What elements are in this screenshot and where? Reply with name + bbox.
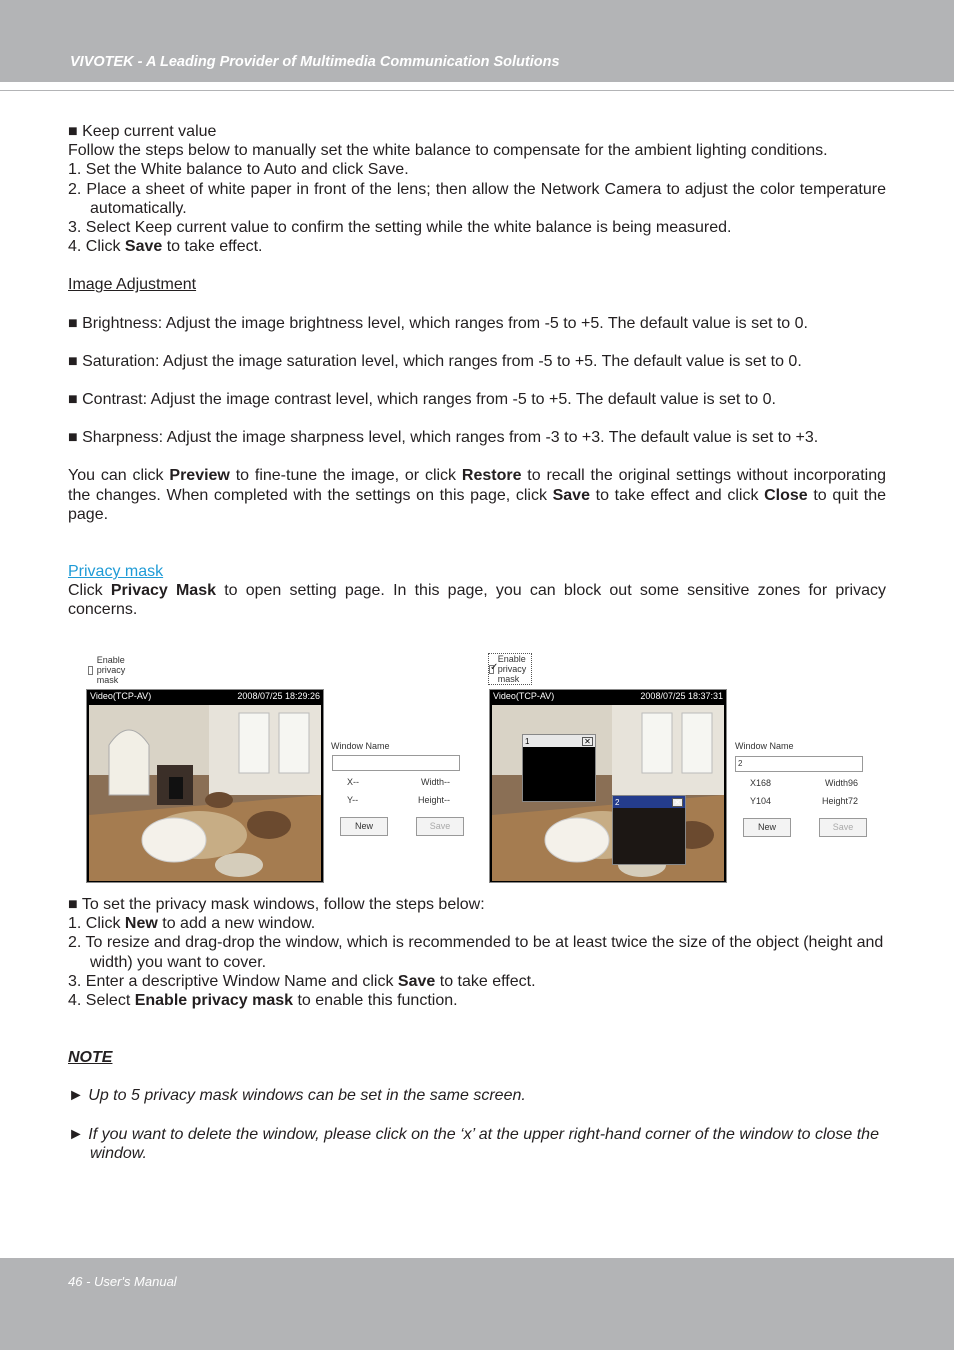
- text: to recall the original settings without incorporating the changes. When completed with the settings on this page, click: [68, 467, 887, 504]
- enable-privacy-mask-checkbox[interactable]: [88, 655, 130, 685]
- text: to quit the page.: [68, 486, 887, 523]
- wb-step-4: [68, 237, 886, 256]
- x-value: X--: [347, 777, 359, 787]
- page-number: 46 - User's Manual: [68, 1274, 177, 1289]
- wb-step-1: 1. Set the White balance to Auto and click Save.: [68, 161, 409, 179]
- new-button[interactable]: New: [743, 818, 791, 837]
- privacy-steps: [68, 895, 886, 1163]
- text: to take effect.: [435, 972, 536, 990]
- close-icon[interactable]: ✕: [582, 737, 593, 746]
- width-value: Width96: [825, 778, 859, 788]
- bold-close: Close: [764, 486, 808, 504]
- privacy-step-2: 2. To resize and drag-drop the window, which is recommended to be at least twice the size of the object (height and width) you want to cover.: [68, 934, 884, 971]
- video-title-bar: [87, 690, 323, 704]
- video-label: Video(TCP-AV): [493, 691, 555, 701]
- image-adjustment-heading: Image Adjustment: [68, 276, 197, 294]
- contrast-item: ■ Contrast: Adjust the image contrast level, which ranges from -5 to +5. The default value is set to 0.: [68, 391, 776, 409]
- text: 4. Click: [68, 238, 125, 256]
- height-value: Height72: [822, 796, 859, 806]
- privacy-step-4: [68, 991, 886, 1010]
- text: to take effect and click: [589, 486, 765, 504]
- mask-title-bar[interactable]: [523, 735, 595, 747]
- privacy-mask-window-2[interactable]: [612, 795, 686, 865]
- bold-preview: Preview: [169, 467, 230, 485]
- bold-save: Save: [552, 486, 590, 504]
- window-name-input[interactable]: 2: [735, 756, 863, 772]
- text: to add a new window.: [157, 915, 316, 933]
- bold-save: Save: [124, 238, 163, 256]
- save-button[interactable]: Save: [819, 818, 867, 837]
- window-name-input[interactable]: [332, 755, 460, 771]
- note-2: ► If you want to delete the window, please click on the ‘x’ at the upper right-hand corner of the window to close the window.: [68, 1125, 879, 1162]
- text: to take effect.: [162, 238, 263, 256]
- wb-intro: Follow the steps below to manually set the white balance to compensate for the ambient lighting conditions.: [68, 142, 828, 160]
- camera-image: [89, 705, 321, 881]
- x-value: X168: [750, 778, 772, 788]
- privacy-step-3: [68, 972, 886, 991]
- privacy-intro: [68, 581, 886, 619]
- main-content: [68, 122, 886, 620]
- video-view: [489, 689, 727, 883]
- brightness-item: ■ Brightness: Adjust the image brightness level, which ranges from -5 to +5. The default value is set to 0.: [68, 314, 808, 332]
- mask-number: 2: [615, 797, 620, 807]
- text: to open setting page. In this page, you can block out some sensitive zones for privacy concerns.: [68, 582, 887, 619]
- page-footer: [0, 1258, 954, 1350]
- bold-privacy-mask: Privacy Mask: [110, 582, 217, 600]
- new-button[interactable]: New: [340, 817, 388, 836]
- save-button[interactable]: Save: [416, 817, 464, 836]
- y-value: Y--: [347, 795, 359, 805]
- window-name-label: Window Name: [735, 741, 794, 751]
- checkbox-label: Enable privacy mask: [96, 655, 126, 685]
- checkbox-box[interactable]: [489, 665, 494, 674]
- wb-item: ■ Keep current value: [68, 123, 217, 140]
- privacy-mask-window-1[interactable]: [522, 734, 596, 802]
- video-view: [86, 689, 324, 883]
- mask-title-bar[interactable]: [613, 796, 685, 808]
- checkbox-box[interactable]: [88, 666, 93, 675]
- adjustment-summary: [68, 466, 886, 524]
- video-title-bar: [490, 690, 726, 704]
- video-timestamp: 2008/07/25 18:37:31: [640, 691, 723, 701]
- bold-save: Save: [397, 972, 436, 990]
- video-timestamp: 2008/07/25 18:29:26: [237, 691, 320, 701]
- text: You can click: [68, 467, 170, 485]
- privacy-step-1: [68, 914, 886, 933]
- y-value: Y104: [750, 796, 772, 806]
- wb-step-3: 3. Select Keep current value to confirm the setting while the white balance is being measured.: [68, 219, 732, 237]
- privacy-mask-link[interactable]: Privacy mask: [68, 563, 164, 581]
- window-name-label: Window Name: [331, 741, 390, 751]
- header-title: VIVOTEK - A Leading Provider of Multimedia Communication Solutions: [70, 54, 560, 70]
- enable-privacy-mask-checkbox[interactable]: [489, 654, 531, 684]
- saturation-item: ■ Saturation: Adjust the image saturation level, which ranges from -5 to +5. The default value is set to 0.: [68, 352, 802, 370]
- text: 4. Select: [68, 992, 135, 1010]
- sharpness-item: ■ Sharpness: Adjust the image sharpness level, which ranges from -3 to +3. The default value is set to +3.: [68, 429, 819, 447]
- text: to fine-tune the image, or click: [229, 467, 462, 485]
- mask-number: 1: [525, 736, 530, 746]
- steps-intro: ■ To set the privacy mask windows, follow the steps below:: [68, 896, 485, 913]
- wb-step-2: 2. Place a sheet of white paper in front of the lens; then allow the Network Camera to adjust the color temperature automatically.: [68, 180, 886, 217]
- text: to enable this function.: [293, 992, 458, 1010]
- bold-restore: Restore: [461, 467, 522, 485]
- text: Click: [68, 582, 111, 600]
- text: 1. Click: [68, 915, 125, 933]
- note-1: ► Up to 5 privacy mask windows can be set in the same screen.: [68, 1087, 526, 1105]
- video-label: Video(TCP-AV): [90, 691, 152, 701]
- height-value: Height--: [418, 795, 451, 805]
- width-value: Width--: [421, 777, 450, 787]
- bold-new: New: [124, 915, 158, 933]
- note-title: NOTE: [68, 1049, 113, 1067]
- header-divider: [0, 90, 954, 91]
- checkbox-label: Enable privacy mask: [497, 654, 527, 684]
- bold-enable-privacy-mask: Enable privacy mask: [134, 992, 294, 1010]
- text: 3. Enter a descriptive Window Name and click: [68, 972, 398, 990]
- page-header: [0, 0, 954, 82]
- close-icon[interactable]: ✕: [672, 798, 683, 807]
